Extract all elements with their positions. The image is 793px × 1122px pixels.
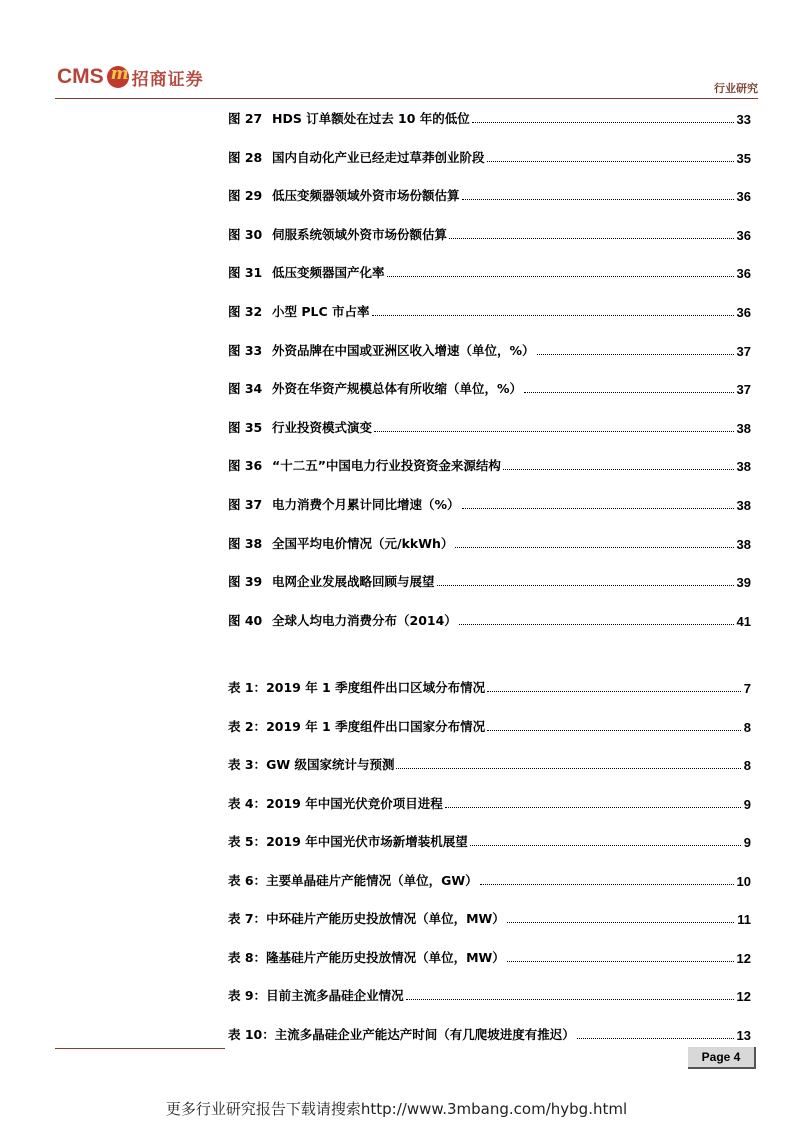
toc-dot-leader (396, 768, 740, 769)
toc-entry-label (228, 418, 374, 436)
toc-dot-leader (472, 122, 734, 123)
toc-dot-leader (480, 884, 734, 885)
toc-page-number: 33 (736, 112, 751, 127)
toc-entry-number: 表 6： (228, 872, 267, 888)
toc-figure-entry[interactable] (228, 570, 751, 590)
toc-entry-title: 主流多晶硅企业产能达产时间（有几爬坡进度有推迟） (274, 1026, 575, 1042)
toc-figure-entry[interactable] (228, 339, 751, 359)
toc-entry-number: 表 10： (228, 1026, 275, 1042)
toc-entry-number: 表 1： (228, 680, 267, 695)
toc-entry-number: 图 31 (228, 265, 263, 281)
toc-entry-title: GW 级国家统计与预测 (266, 757, 395, 772)
toc-entry-title: 外资在华资产规模总体有所收缩（单位，%） (272, 381, 523, 397)
toc-entry-label (228, 379, 524, 397)
toc-entry-label (228, 148, 487, 166)
toc-entry-number: 图 38 (228, 535, 263, 551)
toc-entry-label (228, 794, 445, 812)
toc-page-number: 36 (736, 266, 751, 282)
toc-entry-title: 低压变频器国产化率 (272, 265, 385, 281)
toc-page-number: 9 (743, 835, 751, 850)
toc-table-entry[interactable] (228, 753, 751, 773)
toc-dot-leader (387, 276, 734, 277)
toc-entry-number: 图 39 (228, 574, 263, 590)
toc-entry-title: 主要单晶硅片产能情况（单位，GW） (266, 872, 478, 888)
company-logo (57, 62, 204, 92)
toc-entry-label (228, 225, 449, 243)
toc-figure-entry[interactable] (228, 300, 751, 320)
toc-figure-entry[interactable] (228, 223, 751, 243)
toc-dot-leader (537, 354, 734, 355)
toc-entry-number: 图 40 (228, 612, 263, 628)
toc-dot-leader (372, 315, 734, 316)
toc-figure-entry[interactable] (228, 146, 751, 166)
toc-dot-leader (449, 238, 734, 239)
toc-entry-title: 2019 年中国光伏竞价项目进程 (266, 795, 443, 811)
toc-figure-entry[interactable] (228, 532, 751, 552)
toc-entry-number: 表 2： (228, 718, 267, 734)
toc-figure-entry[interactable] (228, 609, 751, 629)
toc-entry-number: 表 7： (228, 911, 267, 926)
toc-entry-number: 图 37 (228, 497, 263, 512)
toc-figure-entry[interactable] (228, 454, 751, 474)
toc-entry-title: 2019 年 1 季度组件出口区域分布情况 (266, 680, 486, 695)
toc-entry-number: 图 35 (228, 419, 263, 435)
toc-table-entry[interactable] (228, 946, 751, 966)
toc-entry-label (228, 678, 487, 696)
toc-table-entry[interactable] (228, 907, 751, 927)
toc-entry-title: 电网企业发展战略回顾与展望 (272, 574, 435, 590)
toc-entry-label (228, 986, 406, 1004)
toc-entry-number: 表 9： (228, 988, 267, 1003)
toc-entry-number: 图 36 (228, 458, 263, 474)
toc-figure-entry[interactable] (228, 184, 751, 204)
toc-entry-label (228, 871, 480, 889)
toc-dot-leader (437, 585, 734, 586)
toc-dot-leader (577, 1038, 734, 1039)
toc-page-number: 8 (743, 758, 751, 773)
toc-dot-leader (507, 922, 734, 923)
toc-entry-label (228, 495, 462, 513)
toc-entry-number: 表 5： (228, 834, 267, 849)
toc-entry-title: 低压变频器领域外资市场份额估算 (272, 188, 460, 204)
toc-dot-leader (445, 807, 741, 808)
toc-entry-label (228, 755, 396, 773)
toc-entry-title: 目前主流多晶硅企业情况 (266, 988, 404, 1003)
toc-entry-title: 电力消费个月累计同比增速（%） (272, 497, 460, 512)
toc-page-number: 12 (736, 989, 751, 1004)
toc-entry-title: 外资品牌在中国或亚洲区收入增速（单位，%） (272, 342, 535, 358)
toc-entry-title: 2019 年 1 季度组件出口国家分布情况 (266, 718, 486, 734)
toc-page-number: 10 (736, 873, 751, 889)
toc-entry-label (228, 832, 470, 850)
toc-entry-title: 全国平均电价情况（元/kkWh） (272, 535, 454, 551)
header-divider (55, 98, 758, 99)
toc-entry-title: 2019 年中国光伏市场新增装机展望 (266, 834, 468, 849)
toc-dot-leader (487, 691, 741, 692)
toc-figure-entry[interactable] (228, 377, 751, 397)
toc-entry-title: 国内自动化产业已经走过草莽创业阶段 (272, 149, 485, 165)
page-number-badge: Page 4 (688, 1047, 756, 1069)
logo-latin-text: CMS (57, 65, 104, 88)
toc-entry-label (228, 534, 455, 552)
toc-page-number: 41 (736, 613, 751, 629)
footer-download-link[interactable]: 更多行业研究报告下载请搜索http://www.3mbang.com/hybg.html (165, 1100, 628, 1118)
toc-page-number: 39 (736, 575, 751, 591)
toc-entry-number: 图 30 (228, 226, 263, 242)
toc-dot-leader (455, 547, 733, 548)
toc-entry-number: 图 27 (228, 111, 263, 126)
toc-dot-leader (374, 431, 734, 432)
page-header (55, 58, 758, 102)
toc-dot-leader (487, 730, 741, 731)
toc-entry-number: 图 33 (228, 342, 263, 358)
toc-entry-label (228, 909, 507, 927)
toc-table-entry[interactable] (228, 869, 751, 889)
toc-dot-leader (459, 624, 734, 625)
toc-page-number: 37 (736, 382, 751, 398)
toc-page-number: 11 (737, 912, 751, 927)
toc-figure-entry[interactable] (228, 493, 751, 513)
toc-entry-label (228, 263, 387, 281)
toc-page-number: 7 (743, 681, 751, 696)
toc-page-number: 38 (736, 498, 751, 513)
toc-entry-label (228, 717, 487, 735)
toc-page-number: 38 (736, 420, 751, 436)
footer-divider (55, 1048, 225, 1049)
toc-entry-number: 图 29 (228, 188, 263, 204)
toc-table-entry[interactable] (228, 1023, 751, 1043)
toc-table-entry[interactable] (228, 715, 751, 735)
toc-entry-title: 伺服系统领域外资市场份额估算 (272, 226, 448, 242)
toc-entry-label (228, 572, 437, 590)
toc-entry-title: 全球人均电力消费分布（2014） (272, 612, 457, 628)
toc-dot-leader (524, 392, 734, 393)
toc-entry-number: 图 28 (228, 149, 263, 165)
toc-page-number: 13 (736, 1027, 751, 1043)
toc-dot-leader (487, 161, 734, 162)
toc-dot-leader (462, 199, 734, 200)
toc-entry-title: HDS 订单额处在过去 10 年的低位 (272, 111, 470, 126)
toc-entry-label (228, 341, 537, 359)
toc-page-number: 37 (736, 343, 751, 359)
toc-dot-leader (507, 961, 734, 962)
toc-table-entry[interactable] (228, 830, 751, 850)
toc-dot-leader (470, 845, 741, 846)
toc-dot-leader (503, 469, 734, 470)
toc-entry-label (228, 948, 507, 966)
toc-entry-number: 图 34 (228, 381, 263, 397)
toc-dot-leader (462, 508, 734, 509)
toc-table-entry[interactable] (228, 984, 751, 1004)
toc-figure-entry[interactable] (228, 107, 751, 127)
toc-entry-label (228, 186, 462, 204)
toc-entry-label (228, 611, 459, 629)
toc-entry-label (228, 109, 472, 127)
toc-entry-title: 隆基硅片产能历史投放情况（单位，MW） (266, 949, 505, 965)
toc-page-number: 38 (736, 459, 751, 475)
toc-page-number: 12 (736, 950, 751, 966)
toc-entry-number: 表 3： (228, 757, 267, 772)
toc-entry-title: 小型 PLC 市占率 (272, 304, 370, 319)
toc-table-entry[interactable] (228, 676, 751, 696)
toc-entry-title: 中环硅片产能历史投放情况（单位，MW） (266, 911, 505, 926)
logo-emblem-icon (107, 66, 129, 88)
toc-page-number: 36 (736, 227, 751, 243)
toc-figure-entry[interactable] (228, 261, 751, 281)
toc-page-number: 36 (736, 305, 751, 320)
toc-page-number: 35 (736, 150, 751, 166)
toc-page-number: 8 (743, 719, 751, 735)
toc-page-number: 9 (743, 796, 751, 812)
toc-dot-leader (406, 999, 734, 1000)
toc-entry-label (228, 456, 503, 474)
toc-entry-number: 表 8： (228, 949, 267, 965)
toc-entry-label (228, 1025, 577, 1043)
toc-entry-title: 行业投资模式演变 (272, 419, 373, 435)
toc-entry-title: “十二五”中国电力行业投资资金来源结构 (272, 458, 501, 474)
toc-page-number: 38 (736, 536, 751, 552)
logo-chinese-text: 招商证券 (131, 69, 204, 90)
toc-entry-number: 表 4： (228, 795, 267, 811)
toc-page-number: 36 (736, 189, 751, 205)
toc-entry-label (228, 302, 372, 320)
toc-table-entry[interactable] (228, 792, 751, 812)
toc-entry-number: 图 32 (228, 304, 263, 319)
report-category: 行业研究 (714, 82, 758, 95)
toc-figure-entry[interactable] (228, 416, 751, 436)
